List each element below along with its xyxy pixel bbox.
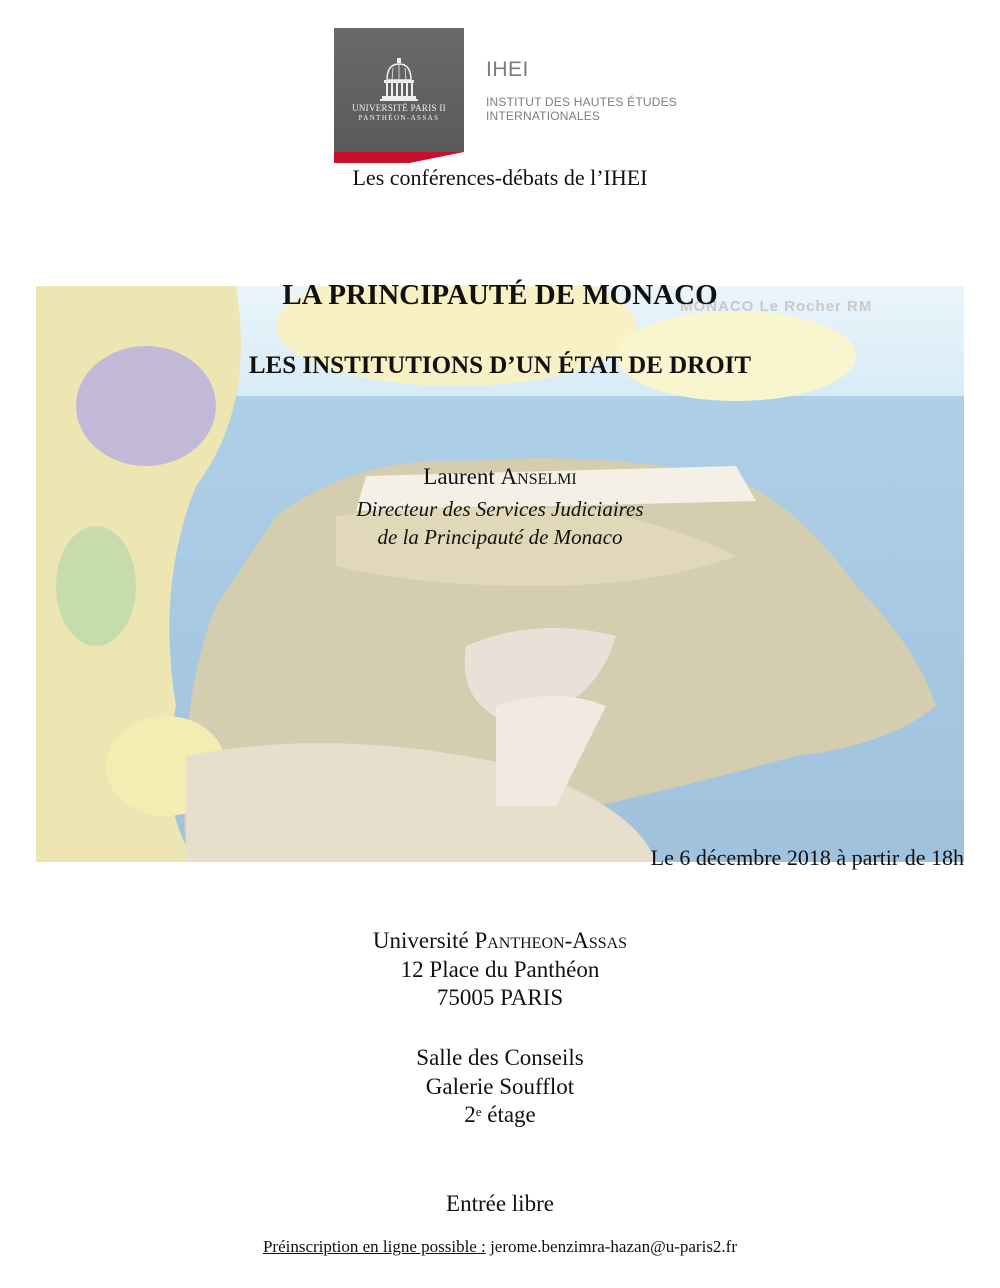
venue-street: 12 Place du Panthéon [400, 957, 600, 982]
venue-university-prefix: Université [372, 928, 469, 953]
speaker-first-name: Laurent [423, 464, 495, 489]
preregistration-label: Préinscription en ligne possible : [262, 1237, 486, 1256]
pantheon-dome-icon [378, 58, 420, 104]
ihei-full-name [486, 95, 677, 123]
floor-number: 2 [464, 1102, 476, 1127]
speaker-role-line2: de la Principauté de Monaco [377, 525, 623, 549]
series-title: Les conférences-débats de l’IHEI [352, 165, 648, 190]
logo-university-name: UNIVERSITÉ PARIS II [352, 103, 446, 113]
ihei-full-name-line1: INSTITUT DES HAUTES ÉTUDES [486, 95, 678, 109]
venue-floor [0, 1102, 1000, 1128]
conference-subtitle: LES INSTITUTIONS D’UN ÉTAT DE DROIT [248, 352, 752, 379]
speaker-role-line1: Directeur des Services Judiciaires [356, 497, 644, 521]
preregistration-email[interactable]: jerome.benzimra-hazan@u-paris2.fr [490, 1237, 738, 1256]
logo-red-stripe [334, 152, 464, 163]
university-logo [334, 28, 464, 163]
entry-note: Entrée libre [446, 1191, 554, 1216]
postcard-caption: MONACO Le Rocher RM [680, 298, 873, 315]
ihei-full-name-line2: INTERNATIONALES [486, 109, 601, 123]
venue-gallery: Galerie Soufflot [425, 1074, 575, 1099]
venue-university [0, 928, 1000, 954]
ihei-acronym: IHEI [486, 58, 529, 81]
venue-room: Salle des Conseils [416, 1045, 584, 1070]
conference-title: LA PRINCIPAUTÉ DE MONACO [282, 279, 718, 311]
floor-word: étage [487, 1102, 536, 1127]
preregistration-line [0, 1237, 1000, 1257]
venue-university-name: Pantheon-Assas [474, 928, 628, 953]
logo-university-subname: PANTHÉON-ASSAS [358, 114, 440, 122]
speaker-last-name: Anselmi [500, 464, 577, 489]
speaker-name [0, 464, 1000, 490]
floor-suffix: e [475, 1104, 482, 1119]
venue-city: 75005 PARIS [436, 985, 564, 1010]
event-date: Le 6 décembre 2018 à partir de 18h [650, 845, 964, 870]
